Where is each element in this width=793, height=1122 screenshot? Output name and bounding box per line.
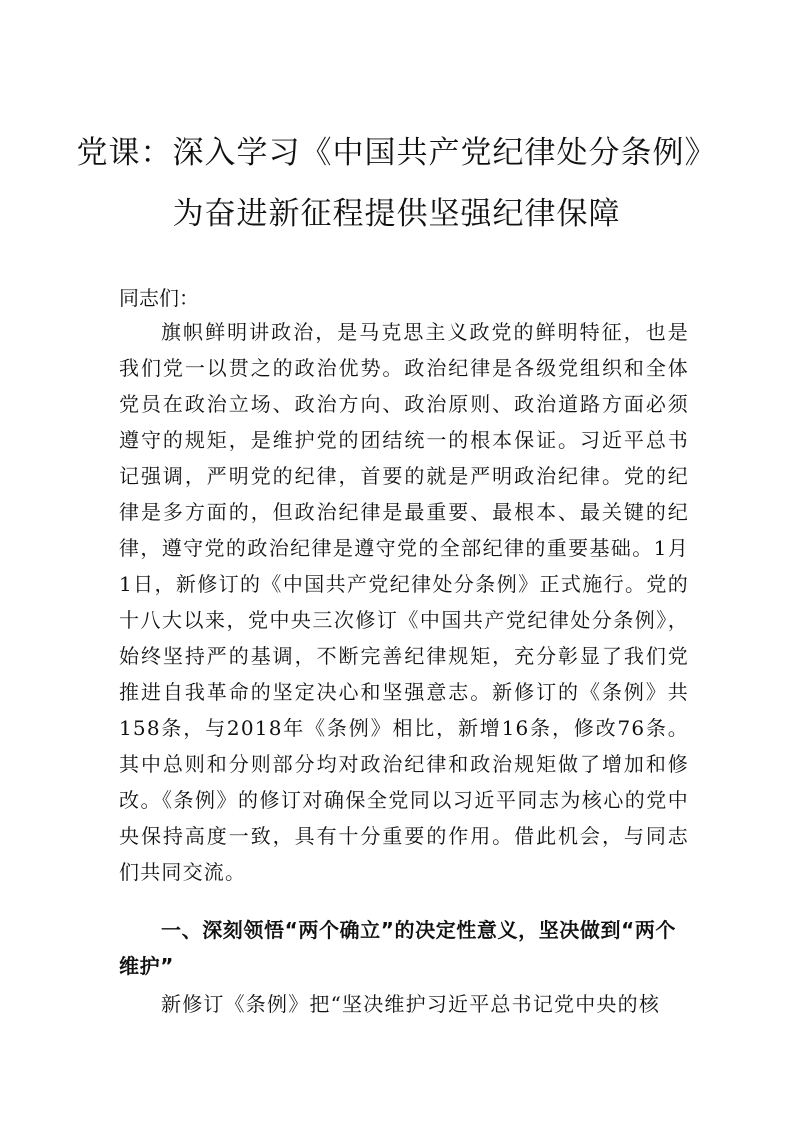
body-paragraph-2: 新修订《条例》把“坚决维护习近平总书记党中央的核 bbox=[161, 992, 661, 1016]
document-title-line-1: 党课：深入学习《中国共产党纪律处分条例》 bbox=[76, 135, 717, 171]
document-title-line-2: 为奋进新征程提供坚强纪律保障 bbox=[172, 196, 621, 232]
section-heading-1: 一、深刻领悟“两个确立”的决定性意义，坚决做到“两个维护” bbox=[119, 918, 677, 978]
salutation: 同志们： bbox=[119, 286, 199, 310]
body-paragraph-1: 旗帜鲜明讲政治，是马克思主义政党的鲜明特征，也是我们党一以贯之的政治优势。政治纪律是各级党组织和全体党员在政治立场、政治方向、政治原则、政治道路方面必须遵守的规矩，是维护党的团结统一的根本保证。习近平总书记强调，严明党的纪律，首要的就是严明政治纪律。党的纪律是多方面的，但政治纪律是最重要、最根本、最关键的纪律，遵守党的政治纪律是遵守党的全部纪律的重要基础。1月1日，新修订的《中国共产党纪律处分条例》正式施行。党的十八大以来，党中央三次修订《中国共产党纪律处分条例》，始终坚持严的基调，不断完善纪律规矩，充分彰显了我们党推进自我革命的坚定决心和坚强意志。新修订的《条例》共158条，与2018年《条例》相比，新增16条，修改76条。其中总则和分则部分均对政治纪律和政治规矩做了增加和修改。《条例》的修订对确保全党同以习近平同志为核心的党中央保持高度一致，具有十分重要的作用。借此机会，与同志们共同交流。 bbox=[119, 320, 689, 884]
